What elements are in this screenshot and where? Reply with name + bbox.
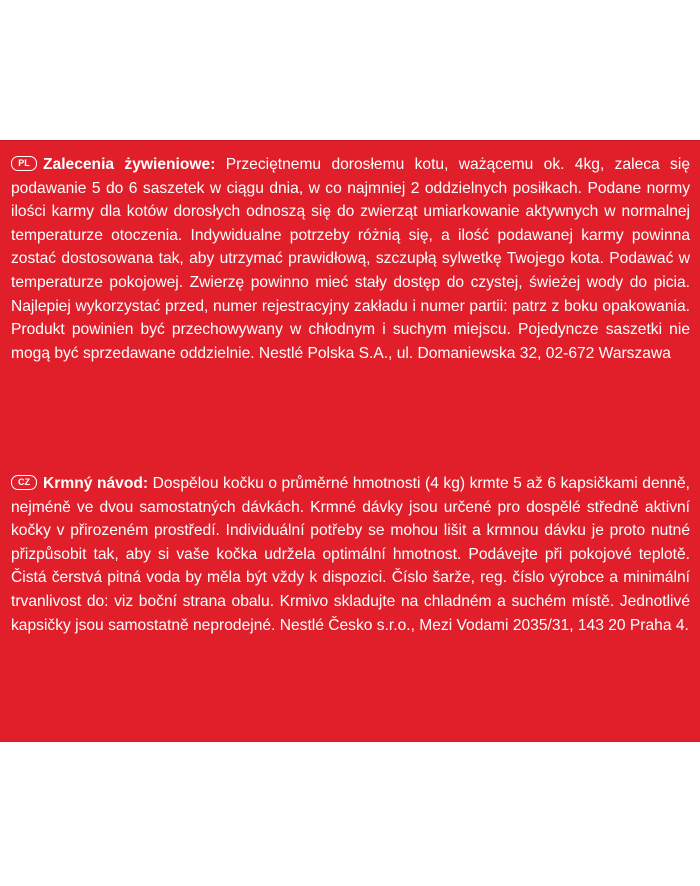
- paragraph-cz: [11, 472, 690, 637]
- heading-cz: Krmný návod:: [43, 475, 149, 492]
- feeding-instructions-cz: [11, 472, 690, 637]
- body-text-cz: Dospělou kočku o průměrné hmotnosti (4 kg) krmte 5 až 6 kapsičkami denně, nejméně ve dvou samostatných dávkách. Krmné dávky jsou určené pro dospělé středně aktivní kočky v přirozeném prostředí. Individuální potřeby se mohou lišit a krmnou dávku je proto nutné přizpůsobit tak, aby si vaše kočka udržela optimální hmotnost. Podávejte při pokojové teplotě. Čistá čerstvá pitná voda by měla být vždy k dispozici. Číslo šarže, reg. číslo výrobce a minimální trvanlivost do: viz boční strana obalu. Krmivo skladujte na chladném a suchém místě. Jednotlivé kapsičky jsou samostatně neprodejné. Nestlé Česko s.r.o., Mezi Vodami 2035/31, 143 20 Praha 4.: [11, 475, 690, 634]
- package-label-panel: [0, 140, 700, 742]
- body-text-pl: Przeciętnemu dorosłemu kotu, ważącemu ok. 4kg, zaleca się podawanie 5 do 6 saszetek w ciągu dnia, w co najmniej 2 oddzielnych posiłkach. Podane normy ilości karmy dla kotów dorosłych odnoszą się do zwierząt umiarkowanie aktywnych w normalnej temperaturze otoczenia. Indywidualne potrzeby różnią się, a ilość podawanej karmy powinna zostać dostosowana tak, aby utrzymać prawidłową, szczupłą sylwetkę Twojego kota. Podawać w temperaturze pokojowej. Zwierzę powinno mieć stały dostęp do czystej, świeżej wody do picia. Najlepiej wykorzystać przed, numer rejestracyjny zakładu i numer partii: patrz z boku opakowania. Produkt powinien być przechowywany w chłodnym i suchym miejscu. Pojedyncze saszetki nie mogą być sprzedawane oddzielnie. Nestlé Polska S.A., ul. Domaniewska 32, 02-672 Warszawa: [11, 156, 690, 362]
- language-badge-cz: CZ: [11, 475, 37, 490]
- feeding-instructions-pl: [11, 153, 690, 365]
- heading-pl: Zalecenia żywieniowe:: [43, 156, 216, 173]
- language-badge-pl: PL: [11, 156, 37, 171]
- paragraph-pl: [11, 153, 690, 365]
